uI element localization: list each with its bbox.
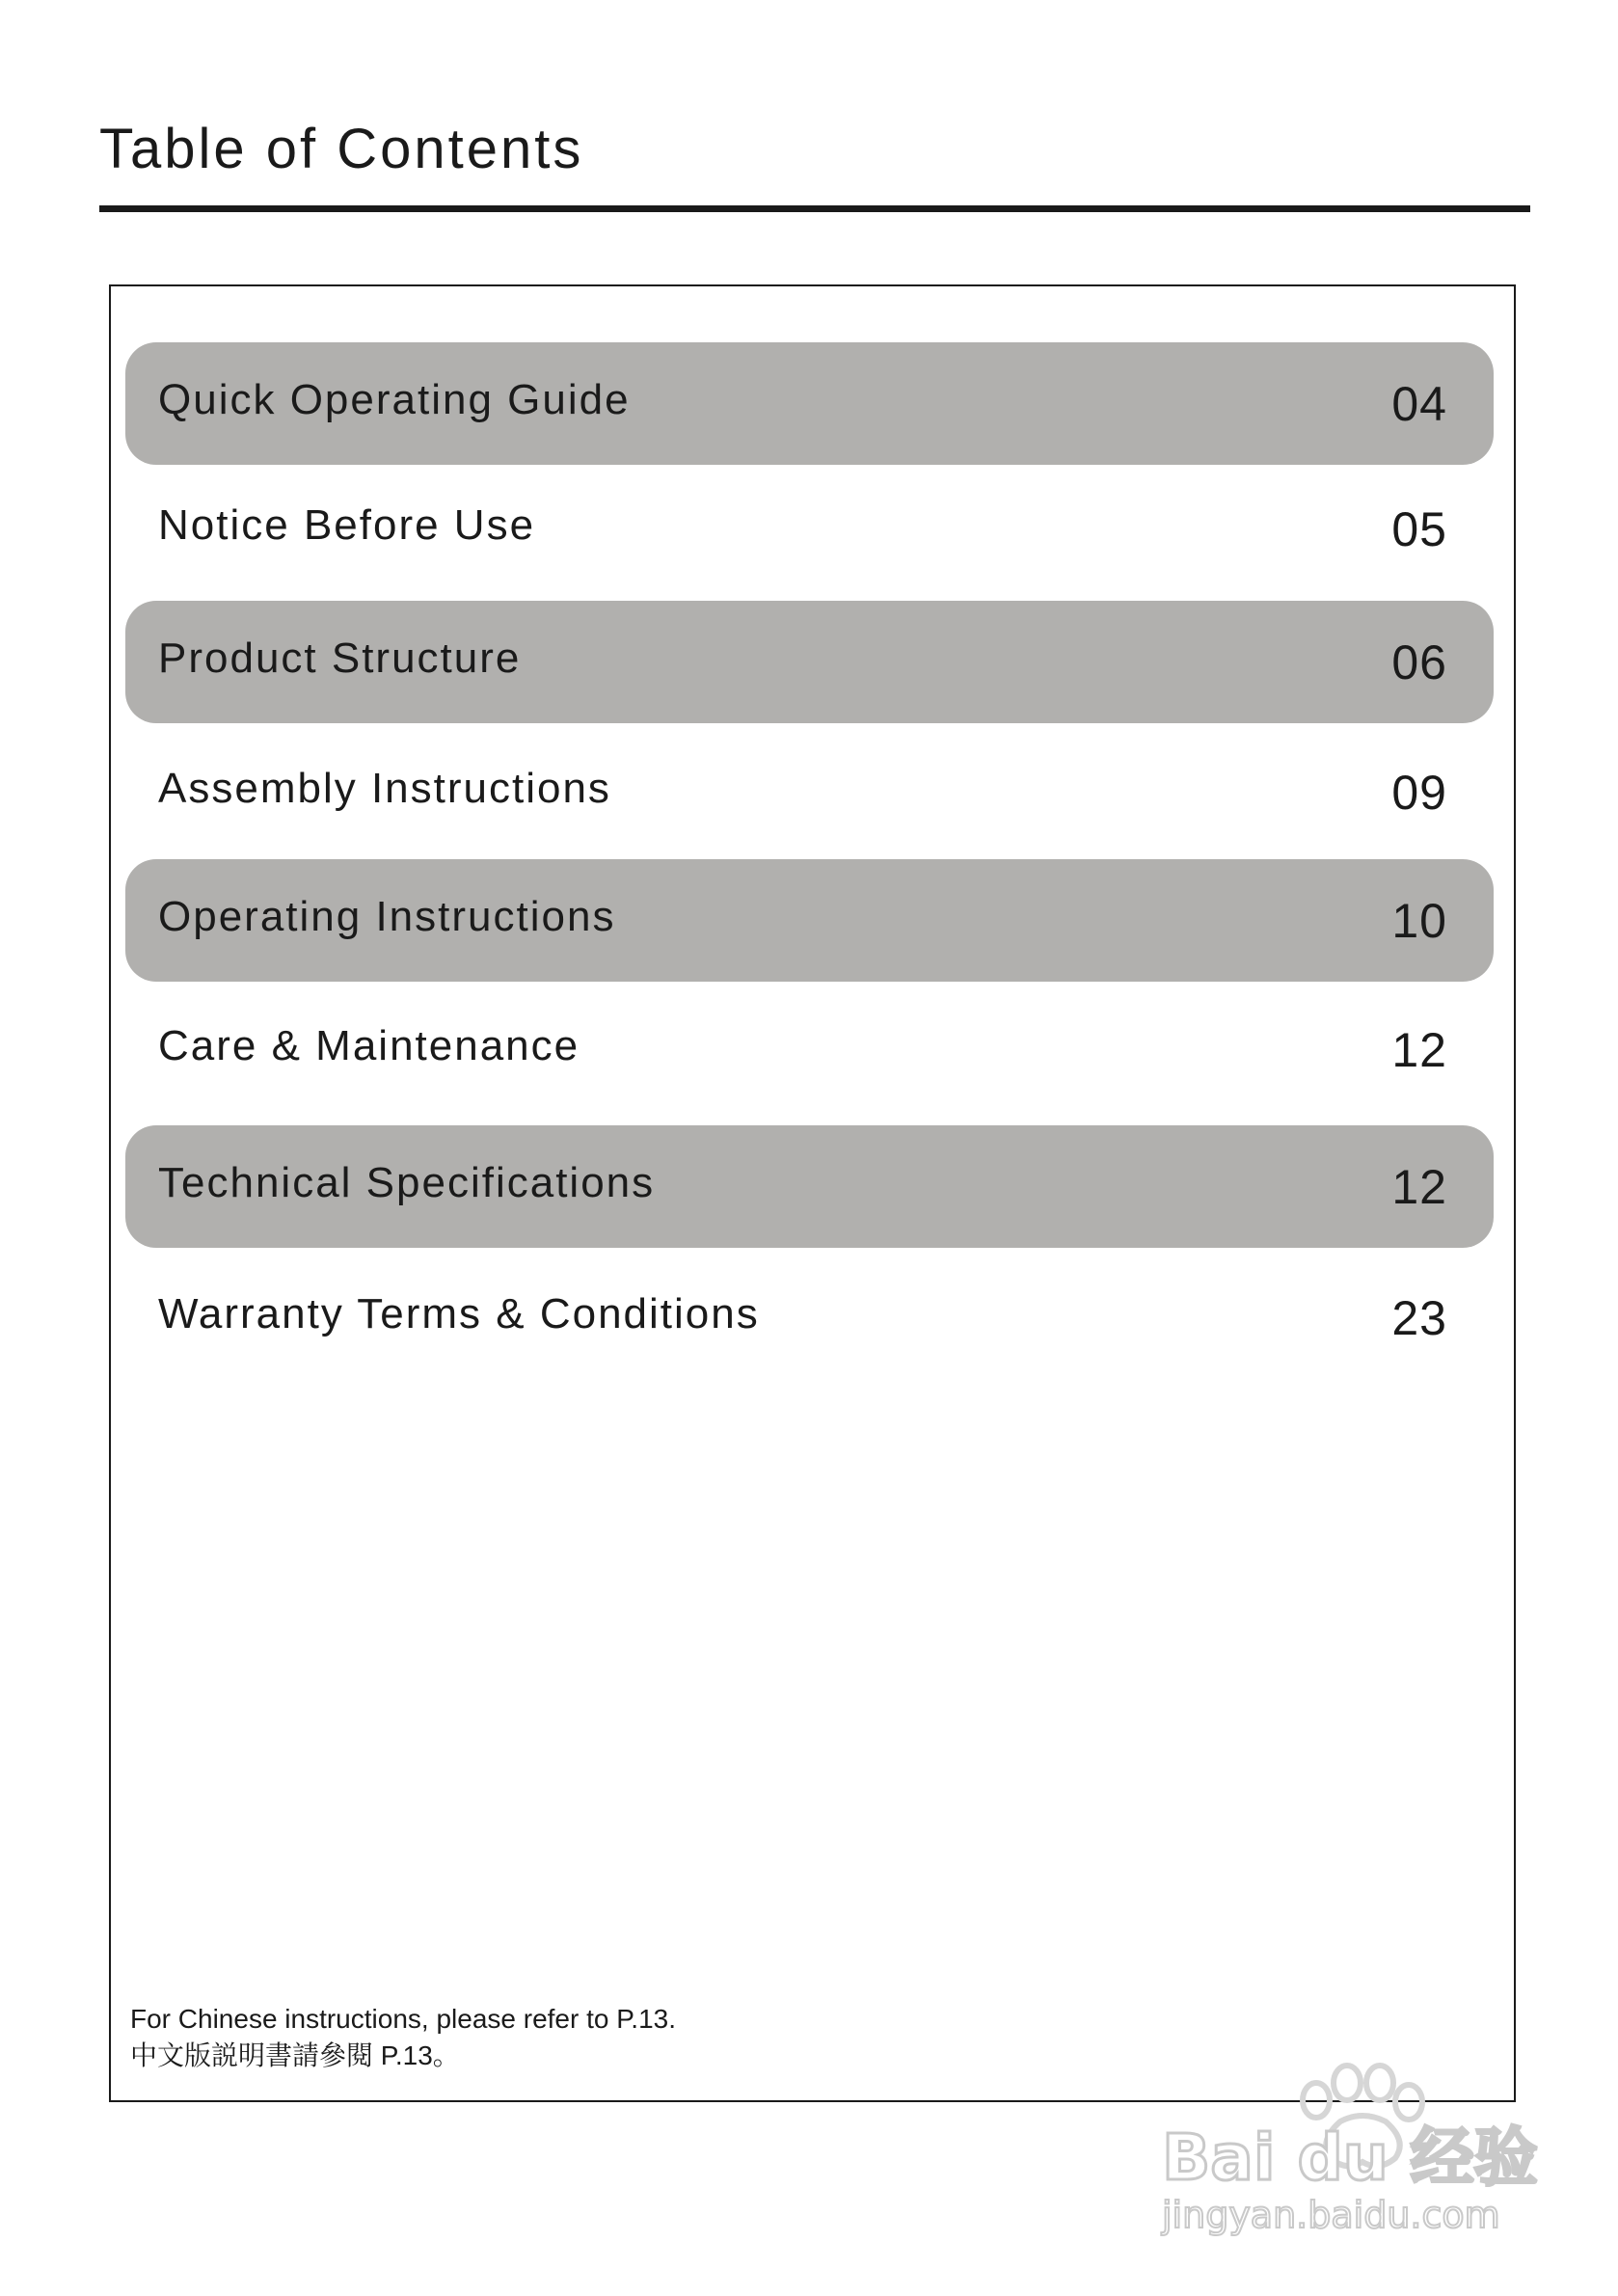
toc-entry-label: Quick Operating Guide	[158, 375, 631, 423]
toc-entry-page: 06	[1391, 635, 1447, 689]
page-title: Table of Contents	[99, 118, 584, 180]
toc-entry-label: Technical Specifications	[158, 1158, 656, 1206]
watermark-brand: Bai du 经验	[1162, 2120, 1538, 2195]
title-underline	[99, 205, 1530, 212]
toc-entry-notice-before-use[interactable]	[125, 468, 1494, 590]
toc-entry-label: Assembly Instructions	[158, 764, 611, 812]
toc-entry-warranty-terms[interactable]	[125, 1256, 1494, 1379]
toc-entry-page: 10	[1391, 893, 1447, 948]
footnote-english: For Chinese instructions, please refer to P.13.	[130, 2004, 677, 2034]
toc-entry-care-maintenance[interactable]	[125, 988, 1494, 1111]
toc-entry-label: Operating Instructions	[158, 892, 616, 940]
toc-entry-label: Care & Maintenance	[158, 1021, 580, 1069]
toc-entry-operating-instructions[interactable]	[125, 859, 1494, 982]
toc-entry-quick-operating-guide[interactable]	[125, 342, 1494, 465]
toc-entry-label: Product Structure	[158, 634, 522, 682]
language-footnote	[130, 2001, 676, 2074]
toc-entry-assembly-instructions[interactable]	[125, 731, 1494, 853]
toc-entry-page: 12	[1391, 1022, 1447, 1077]
toc-entry-page: 12	[1391, 1159, 1447, 1214]
toc-entry-product-structure[interactable]	[125, 601, 1494, 723]
toc-entry-label: Notice Before Use	[158, 500, 536, 549]
toc-entry-page: 05	[1391, 501, 1447, 556]
watermark-url: jingyan.baidu.com	[1162, 2194, 1500, 2236]
toc-entry-page: 04	[1391, 376, 1447, 431]
toc-entry-technical-specifications[interactable]	[125, 1125, 1494, 1248]
toc-entry-page: 09	[1391, 765, 1447, 820]
footnote-chinese: 中文版説明書請參閱 P.13。	[130, 2040, 460, 2070]
baidu-jingyan-watermark	[1143, 2054, 1548, 2247]
toc-entry-label: Warranty Terms & Conditions	[158, 1289, 760, 1337]
toc-entry-page: 23	[1391, 1290, 1447, 1345]
